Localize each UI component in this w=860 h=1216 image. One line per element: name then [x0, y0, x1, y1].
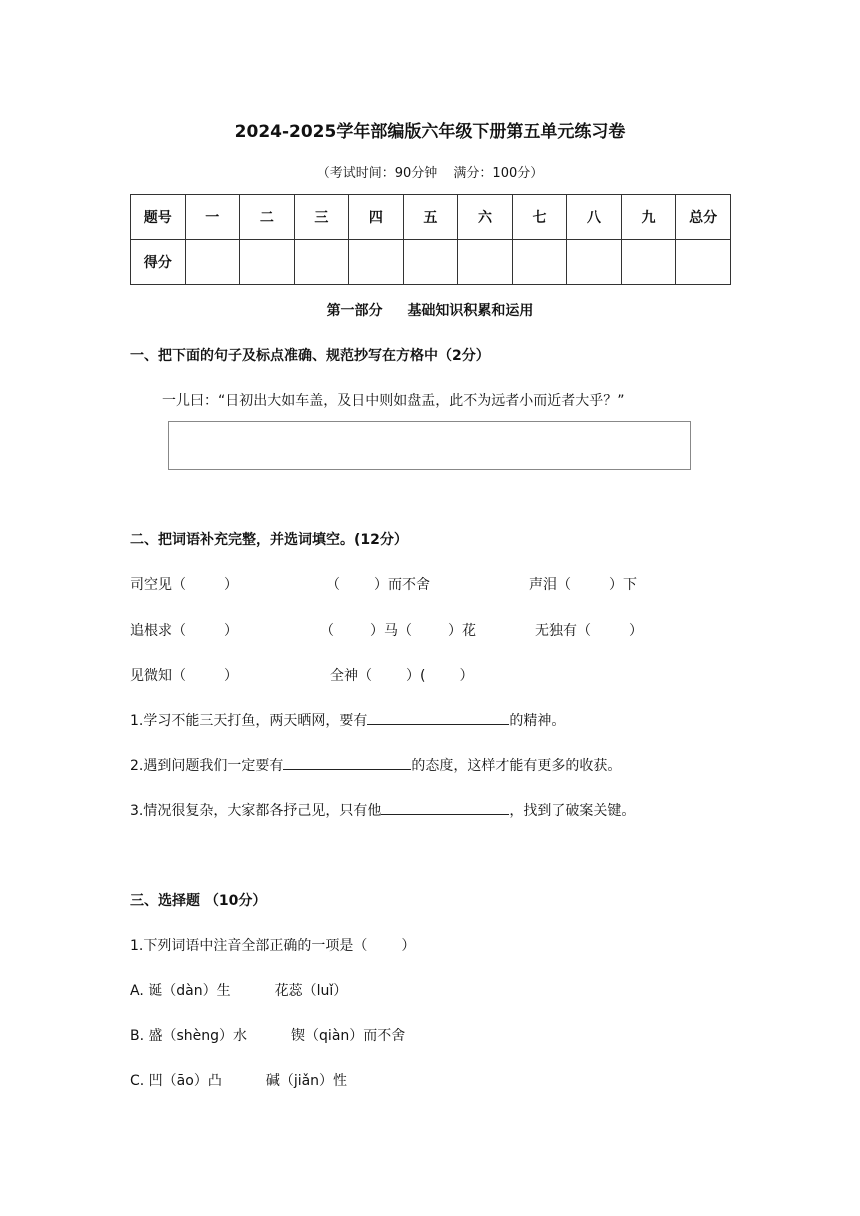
score-header-cell: 题号 — [131, 195, 186, 240]
score-header-cell: 六 — [458, 195, 513, 240]
score-cell[interactable] — [621, 240, 676, 285]
score-cell[interactable] — [512, 240, 567, 285]
score-cell[interactable] — [403, 240, 458, 285]
fill-blank[interactable] — [381, 800, 509, 815]
idiom-blank[interactable]: 追根求（ ） — [130, 623, 238, 639]
idiom-blank[interactable]: 全神（ ）( ） — [330, 668, 474, 684]
part-label: 第一部分 — [326, 303, 383, 319]
choice-question: 1.下列词语中注音全部正确的一项是（ ） — [130, 938, 416, 954]
score-header-cell: 二 — [240, 195, 295, 240]
idiom-blank[interactable]: 司空见（ ） — [130, 577, 238, 593]
score-cell[interactable] — [458, 240, 513, 285]
score-header-cell: 总分 — [676, 195, 731, 240]
score-row-label: 得分 — [131, 240, 186, 285]
score-table-header-row — [131, 195, 731, 240]
score-header-cell: 七 — [512, 195, 567, 240]
score-cell[interactable] — [676, 240, 731, 285]
copy-answer-box[interactable] — [168, 421, 691, 470]
score-cell[interactable] — [185, 240, 240, 285]
score-header-cell: 五 — [403, 195, 458, 240]
fill-blank[interactable] — [283, 755, 411, 770]
score-header-cell: 三 — [294, 195, 349, 240]
exam-time: （考试时间：90分钟 — [316, 166, 438, 181]
score-cell[interactable] — [567, 240, 622, 285]
part-name: 基础知识积累和运用 — [407, 303, 534, 319]
idiom-blank[interactable]: 见微知（ ） — [130, 668, 238, 684]
q1-heading: 一、把下面的句子及标点准确、规范抄写在方格中（2分） — [130, 348, 490, 364]
score-cell[interactable] — [240, 240, 295, 285]
idiom-blank[interactable]: （ ）马（ ）花 — [320, 623, 476, 639]
score-cell[interactable] — [294, 240, 349, 285]
score-header-cell: 四 — [349, 195, 404, 240]
idiom-blank[interactable]: 无独有（ ） — [535, 623, 643, 639]
score-table — [130, 194, 731, 285]
fill-sentence-3: 3.情况很复杂，大家都各抒己见，只有他 ，找到了破案关键。 — [130, 800, 635, 820]
exam-info — [0, 162, 860, 181]
score-header-cell: 九 — [621, 195, 676, 240]
idiom-blank[interactable]: 声泪（ ）下 — [529, 577, 637, 593]
score-cell[interactable] — [349, 240, 404, 285]
part-heading — [0, 300, 860, 320]
idiom-blank[interactable]: （ ）而不舍 — [326, 577, 430, 593]
option-c[interactable]: C. 凹（āo）凸 碱（jiǎn）性 — [130, 1073, 348, 1089]
score-header-cell: 一 — [185, 195, 240, 240]
score-header-cell: 八 — [567, 195, 622, 240]
page-title: 2024-2025学年部编版六年级下册第五单元练习卷 — [234, 122, 626, 142]
q1-sentence: 一儿曰：“日初出大如车盖，及日中则如盘盂，此不为远者小而近者大乎？” — [162, 393, 625, 409]
option-a[interactable]: A. 诞（dàn）生 花蕊（luǐ） — [130, 983, 348, 999]
fill-blank[interactable] — [367, 710, 509, 725]
q3-heading: 三、选择题 （10分） — [130, 893, 267, 909]
fill-sentence-2: 2.遇到问题我们一定要有 的态度，这样才能有更多的收获。 — [130, 755, 621, 775]
score-table-score-row — [131, 240, 731, 285]
fill-sentence-1: 1.学习不能三天打鱼，两天晒网，要有 的精神。 — [130, 710, 565, 730]
option-b[interactable]: B. 盛（shèng）水 锲（qiàn）而不舍 — [130, 1028, 406, 1044]
q2-heading: 二、把词语补充完整，并选词填空。(12分） — [130, 532, 408, 548]
exam-full-score: 满分：100分） — [453, 166, 544, 181]
